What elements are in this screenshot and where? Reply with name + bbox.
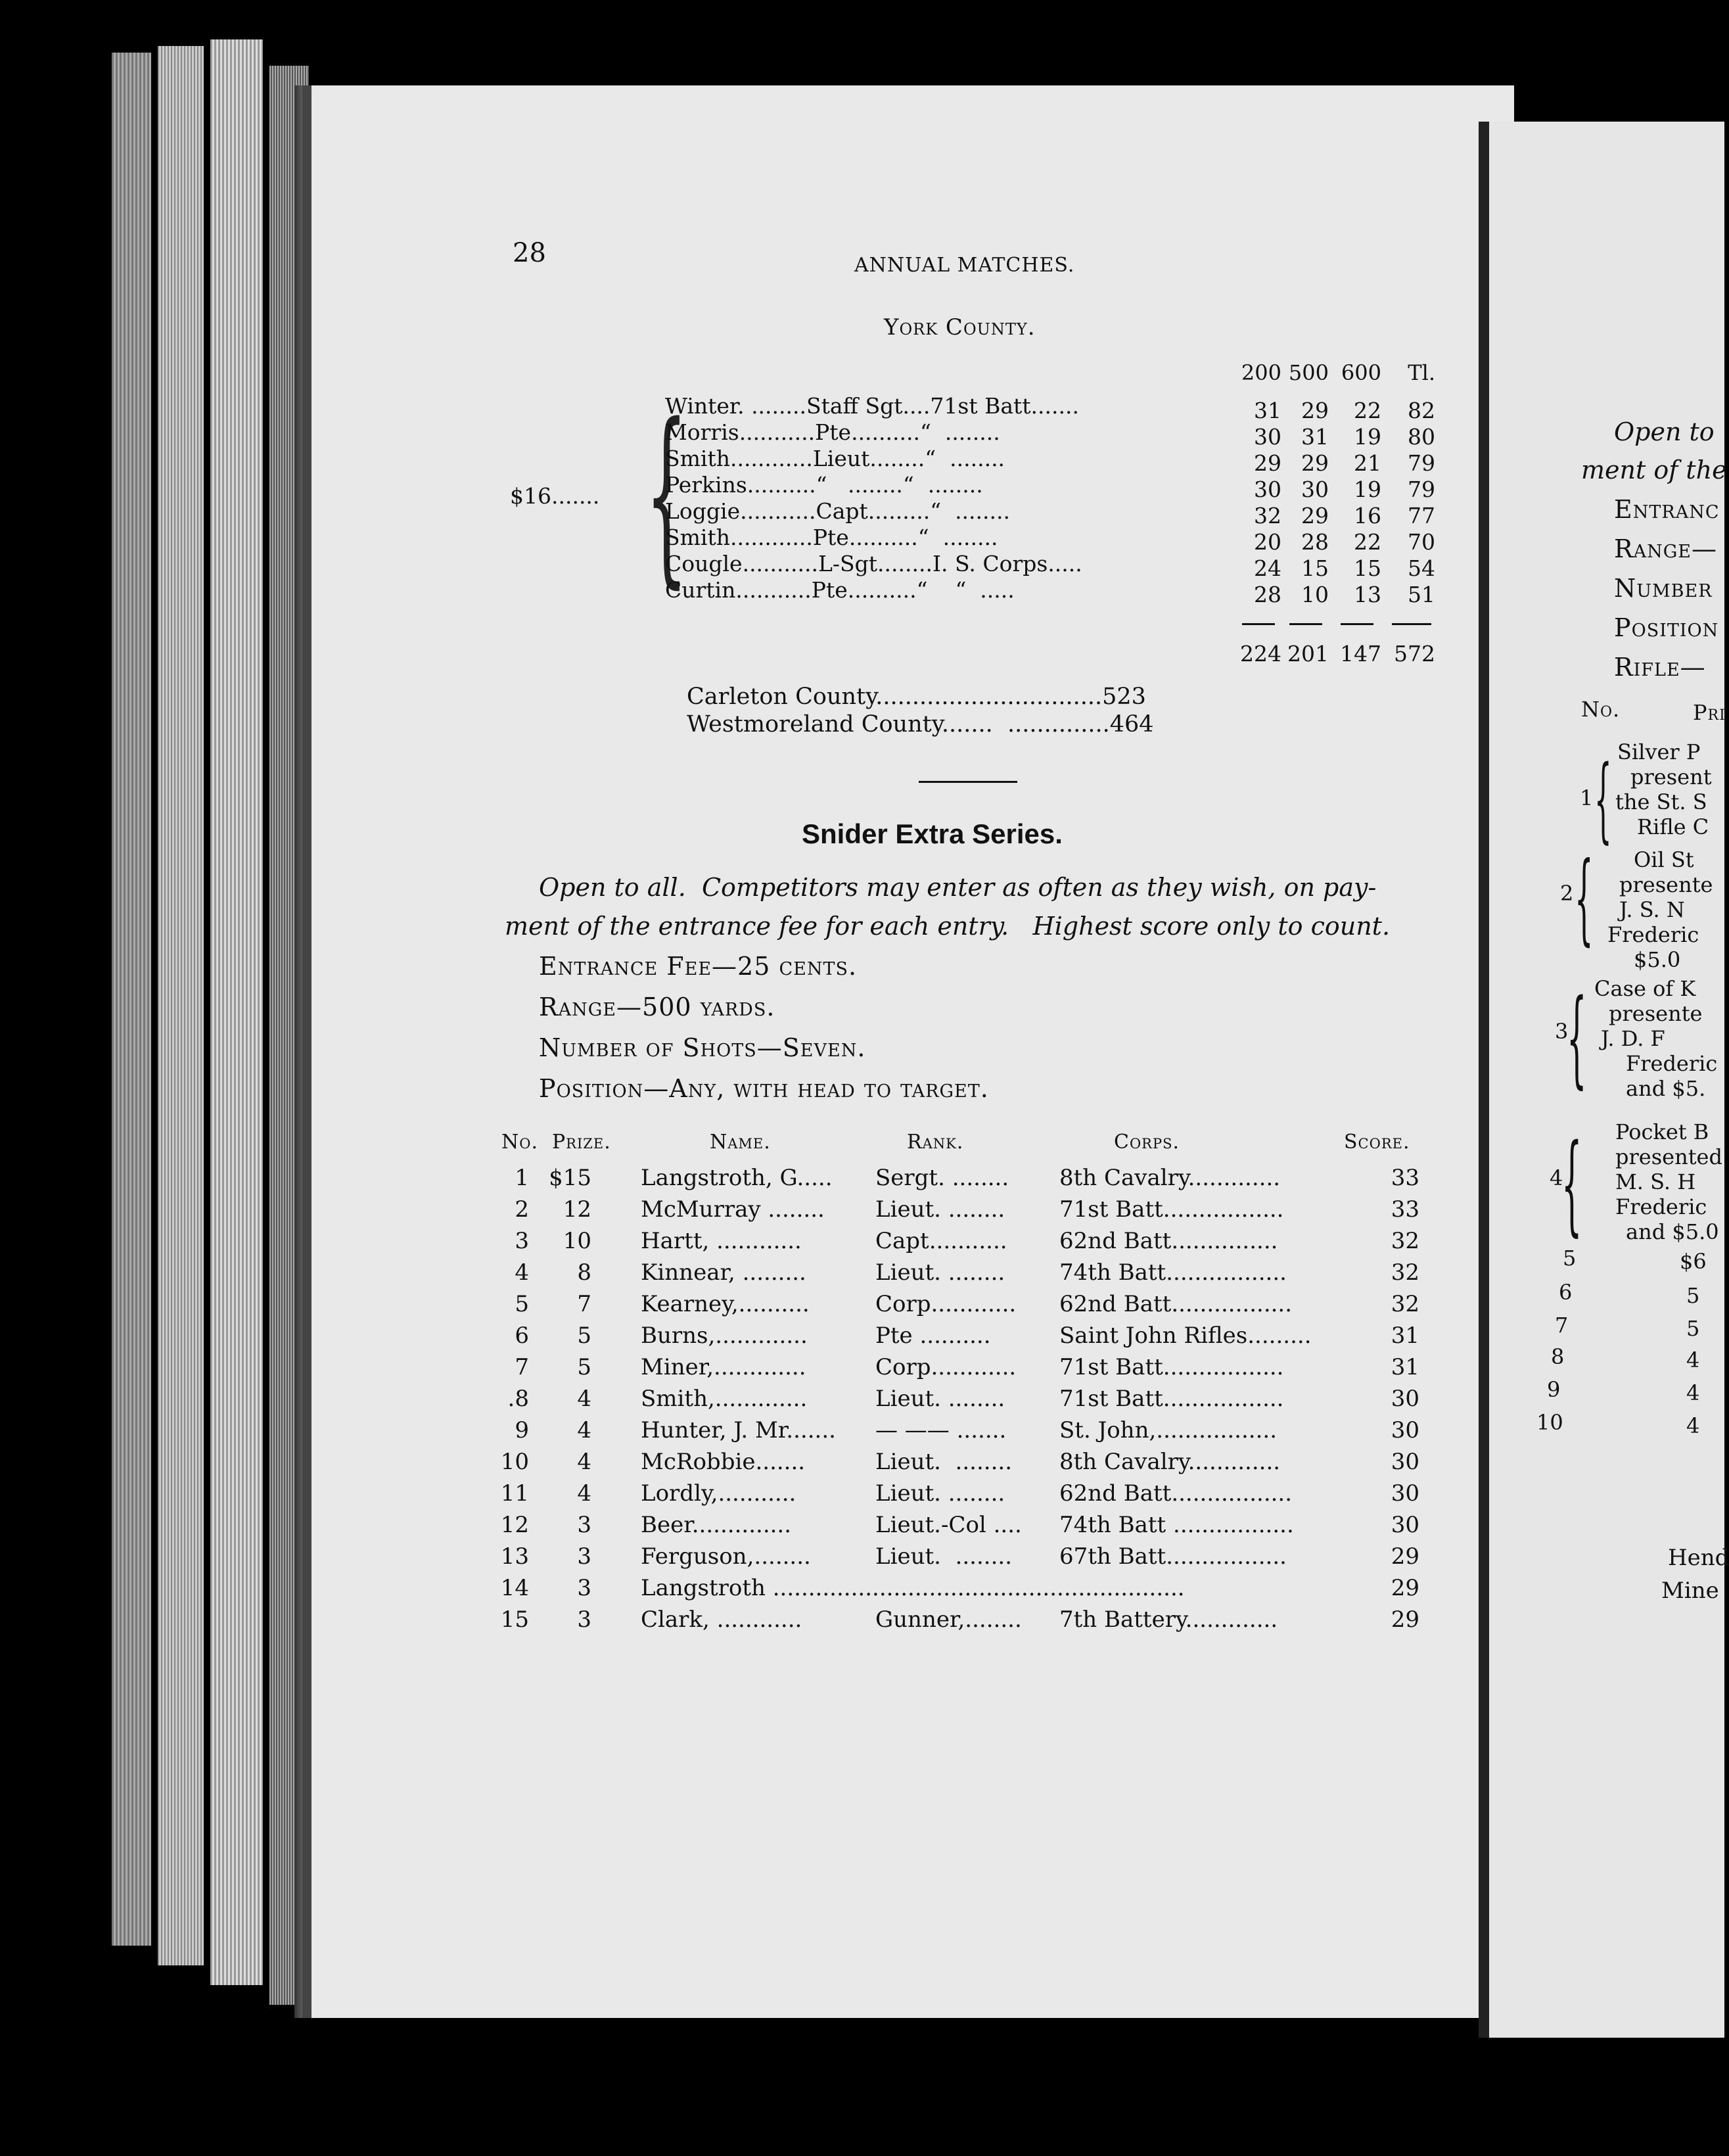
prize-item-no: 4 xyxy=(1550,1165,1563,1190)
row-score: 30 xyxy=(1391,1512,1419,1538)
prize-item-line: J. D. F xyxy=(1601,1026,1665,1051)
row-no: 12 xyxy=(500,1512,529,1538)
col-header-600: 600 xyxy=(1341,360,1381,385)
york-row-text: Winter. ........Staff Sgt....71st Batt....... xyxy=(665,393,1079,419)
row-prize: 4 xyxy=(577,1417,591,1443)
row-prize: 7 xyxy=(577,1291,591,1317)
total-overall: 572 xyxy=(1394,641,1435,667)
row-score: 30 xyxy=(1391,1480,1419,1507)
prize-item-line: present xyxy=(1630,764,1712,789)
row-no: 14 xyxy=(500,1575,529,1601)
row-prize: 3 xyxy=(577,1512,591,1538)
row-corps: 62nd Batt................. xyxy=(1059,1291,1293,1317)
prize-item-line: Pocket B xyxy=(1615,1119,1709,1144)
prize-item-no: 3 xyxy=(1555,1019,1569,1044)
right-row-prize: 4 xyxy=(1686,1413,1700,1438)
row-score: 32 xyxy=(1391,1259,1419,1286)
york-score: 20 xyxy=(1254,529,1281,555)
row-no: 11 xyxy=(500,1480,529,1507)
sum-rule xyxy=(1289,623,1322,625)
york-county-title: York County. xyxy=(884,314,1036,340)
position: Position—Any, with head to target. xyxy=(539,1074,989,1103)
row-name: Hartt, ............ xyxy=(641,1228,802,1254)
york-score: 30 xyxy=(1254,424,1281,450)
prize-item-line: M. S. H xyxy=(1615,1169,1696,1194)
right-condition: Position xyxy=(1614,613,1719,642)
row-score: 30 xyxy=(1391,1386,1419,1412)
row-no: 3 xyxy=(515,1228,529,1254)
row-no: 1 xyxy=(515,1165,529,1191)
york-score: 30 xyxy=(1301,477,1329,502)
york-score: 19 xyxy=(1354,424,1381,450)
row-score: 33 xyxy=(1391,1196,1419,1223)
row-no: 7 xyxy=(515,1354,529,1380)
brace: { xyxy=(645,384,688,605)
brace: { xyxy=(1561,1121,1582,1247)
york-total: 79 xyxy=(1408,450,1435,476)
york-total: 54 xyxy=(1408,555,1435,581)
right-condition: Rifle— xyxy=(1614,653,1706,682)
row-no: .8 xyxy=(507,1386,529,1412)
york-row-text: Morris...........Pte..........“ ........ xyxy=(665,419,1000,445)
row-corps: 67th Batt................. xyxy=(1059,1543,1287,1570)
row-rank: Sergt. ........ xyxy=(875,1165,1009,1191)
row-name: Miner,............. xyxy=(641,1354,806,1380)
row-score: 29 xyxy=(1391,1606,1419,1633)
header-score: Score. xyxy=(1344,1131,1410,1154)
other-county-score: Carleton County...............................523 xyxy=(687,684,1146,710)
york-score: 22 xyxy=(1354,529,1381,555)
col-header-500: 500 xyxy=(1288,360,1329,385)
row-corps: 71st Batt................. xyxy=(1059,1354,1284,1380)
row-score: 32 xyxy=(1391,1291,1419,1317)
york-score: 13 xyxy=(1354,582,1381,607)
row-name: Kinnear, ......... xyxy=(641,1259,806,1286)
total-500: 201 xyxy=(1287,641,1329,667)
york-score: 28 xyxy=(1254,582,1281,607)
prize-item-line: Case of K xyxy=(1594,976,1696,1001)
prize-item-line: $5.0 xyxy=(1634,947,1681,972)
right-condition: Entranc xyxy=(1614,495,1720,524)
row-corps: 71st Batt................. xyxy=(1059,1386,1284,1412)
sum-rule xyxy=(1341,623,1373,625)
prize-item-line: the St. S xyxy=(1615,789,1707,814)
right-row-prize: 5 xyxy=(1686,1316,1700,1341)
right-row-no: 5 xyxy=(1563,1246,1577,1271)
right-row-no: 10 xyxy=(1536,1410,1563,1435)
row-score: 32 xyxy=(1391,1228,1419,1254)
row-corps: 8th Cavalry............. xyxy=(1059,1165,1281,1191)
york-score: 21 xyxy=(1354,450,1381,476)
york-prize: $16....... xyxy=(510,483,600,509)
prize-item-line: Frederic xyxy=(1615,1194,1707,1219)
york-score: 31 xyxy=(1254,398,1281,423)
row-rank: Pte .......... xyxy=(875,1323,991,1349)
york-score: 16 xyxy=(1354,503,1381,528)
row-rank: Corp............ xyxy=(875,1354,1017,1380)
york-total: 51 xyxy=(1408,582,1435,607)
entrance-fee: Entrance Fee—25 cents. xyxy=(539,952,858,981)
prize-item-line: Frederic xyxy=(1607,922,1699,947)
york-score: 29 xyxy=(1301,503,1329,528)
header-rank: Rank. xyxy=(907,1131,964,1154)
york-score: 28 xyxy=(1301,529,1329,555)
right-row-no: 6 xyxy=(1559,1280,1573,1305)
prize-item-no: 2 xyxy=(1560,881,1574,906)
section-divider xyxy=(919,781,1017,783)
york-row-text: Smith............Lieut........“ ........ xyxy=(665,446,1005,471)
row-corps: 8th Cavalry............. xyxy=(1059,1449,1281,1475)
row-name: Langstroth .......................................................... xyxy=(641,1575,1185,1601)
prize-item-line: Oil St xyxy=(1634,847,1694,872)
row-name: Burns,............. xyxy=(641,1323,808,1349)
row-prize: 3 xyxy=(577,1543,591,1570)
york-score: 19 xyxy=(1354,477,1381,502)
row-no: 4 xyxy=(515,1259,529,1286)
york-total: 80 xyxy=(1408,424,1435,450)
york-score: 24 xyxy=(1254,555,1281,581)
sum-rule xyxy=(1242,623,1275,625)
prize-item-line: Rifle C xyxy=(1637,814,1709,839)
right-header-no: No. xyxy=(1581,697,1621,722)
right-page xyxy=(1479,122,1729,2038)
snider-title: Snider Extra Series. xyxy=(802,818,1063,849)
prize-item-line: and $5.0 xyxy=(1626,1219,1719,1244)
row-no: 9 xyxy=(515,1417,529,1443)
row-corps: 7th Battery............. xyxy=(1059,1606,1278,1633)
col-header-200: 200 xyxy=(1241,360,1281,385)
row-rank: Lieut. ........ xyxy=(875,1543,1013,1570)
header-name: Name. xyxy=(710,1131,771,1154)
prize-item-line: and $5. xyxy=(1626,1076,1706,1101)
right-intro-line: Open to xyxy=(1614,417,1715,446)
right-row-no: 9 xyxy=(1547,1377,1561,1402)
york-total: 79 xyxy=(1408,477,1435,502)
row-prize: 10 xyxy=(563,1228,591,1254)
right-name: Mine xyxy=(1661,1578,1719,1604)
header-corps: Corps. xyxy=(1114,1131,1180,1154)
total-200: 224 xyxy=(1240,641,1281,667)
prize-item-no: 1 xyxy=(1580,785,1594,810)
sum-rule xyxy=(1392,623,1431,625)
york-score: 15 xyxy=(1301,555,1329,581)
row-prize: 5 xyxy=(577,1354,591,1380)
row-prize: 8 xyxy=(577,1259,591,1286)
row-score: 29 xyxy=(1391,1575,1419,1601)
row-rank: Lieut. ........ xyxy=(875,1449,1013,1475)
york-score: 22 xyxy=(1354,398,1381,423)
brace: { xyxy=(1567,976,1587,1099)
york-score: 10 xyxy=(1301,582,1329,607)
brace: { xyxy=(1575,841,1594,956)
row-name: Clark, ............ xyxy=(641,1606,802,1633)
row-corps: 74th Batt ................. xyxy=(1059,1512,1294,1538)
right-header-prize: Pri xyxy=(1693,700,1726,725)
row-prize: 4 xyxy=(577,1449,591,1475)
row-corps: 62nd Batt............... xyxy=(1059,1228,1278,1254)
snider-intro-line: Open to all. Competitors may enter as often as they wish, on pay- xyxy=(539,873,1377,902)
york-score: 29 xyxy=(1301,398,1329,423)
row-no: 15 xyxy=(500,1606,529,1633)
york-score: 29 xyxy=(1254,450,1281,476)
row-name: Beer.............. xyxy=(641,1512,792,1538)
york-row-text: Perkins..........“ ........“ ........ xyxy=(665,472,983,498)
col-header-total: Tl. xyxy=(1408,360,1435,385)
row-name: Langstroth, G..... xyxy=(641,1165,833,1191)
row-prize: 5 xyxy=(577,1323,591,1349)
row-prize: $15 xyxy=(549,1165,591,1191)
right-name: Hend xyxy=(1668,1545,1729,1571)
row-name: McMurray ........ xyxy=(641,1196,825,1223)
row-rank: Corp............ xyxy=(875,1291,1017,1317)
york-row-text: Cougle...........L-Sgt........I. S. Corps..... xyxy=(665,551,1082,576)
row-score: 29 xyxy=(1391,1543,1419,1570)
brace: { xyxy=(1594,746,1612,853)
row-name: Lordly,........... xyxy=(641,1480,796,1507)
york-total: 77 xyxy=(1408,503,1435,528)
row-prize: 12 xyxy=(563,1196,591,1223)
row-name: Kearney,.......... xyxy=(641,1291,810,1317)
row-name: Hunter, J. Mr....... xyxy=(641,1417,836,1443)
page-number: 28 xyxy=(513,238,546,268)
running-title: ANNUAL MATCHES. xyxy=(854,254,1075,277)
row-rank: Lieut. ........ xyxy=(875,1196,1005,1223)
row-corps: 71st Batt................. xyxy=(1059,1196,1284,1223)
right-condition: Number xyxy=(1614,574,1713,603)
snider-intro-line: ment of the entrance fee for each entry. Highest score only to count. xyxy=(505,912,1391,941)
prize-item-line: presente xyxy=(1609,1001,1703,1026)
row-name: Ferguson,........ xyxy=(641,1543,811,1570)
right-row-no: 8 xyxy=(1551,1344,1565,1369)
row-rank: Lieut. ........ xyxy=(875,1386,1005,1412)
york-score: 30 xyxy=(1254,477,1281,502)
prize-item-line: J. S. N xyxy=(1619,897,1685,922)
york-row-text: Smith............Pte..........“ ........ xyxy=(665,525,998,550)
row-no: 10 xyxy=(500,1449,529,1475)
right-intro-line: ment of the xyxy=(1581,456,1727,484)
york-score: 15 xyxy=(1354,555,1381,581)
row-rank: Lieut. ........ xyxy=(875,1259,1005,1286)
row-no: 13 xyxy=(500,1543,529,1570)
prize-item-line: presented xyxy=(1615,1144,1722,1169)
right-row-prize: $6 xyxy=(1680,1249,1707,1274)
row-corps: 62nd Batt................. xyxy=(1059,1480,1293,1507)
row-name: Smith,............. xyxy=(641,1386,808,1412)
row-score: 30 xyxy=(1391,1417,1419,1443)
york-score: 29 xyxy=(1301,450,1329,476)
row-rank: Capt........... xyxy=(875,1228,1007,1254)
row-score: 30 xyxy=(1391,1449,1419,1475)
prize-item-line: Silver P xyxy=(1617,739,1701,764)
york-score: 31 xyxy=(1301,424,1329,450)
york-row-text: Curtin...........Pte..........“ “ ..... xyxy=(665,577,1015,603)
prize-item-line: Frederic xyxy=(1626,1051,1718,1076)
row-corps: St. John,................. xyxy=(1059,1417,1278,1443)
row-rank: — —— ....... xyxy=(875,1417,1007,1443)
header-no: No. xyxy=(501,1131,539,1154)
row-prize: 4 xyxy=(577,1480,591,1507)
row-score: 31 xyxy=(1391,1354,1419,1380)
right-row-prize: 4 xyxy=(1686,1380,1700,1405)
header-prize: Prize. xyxy=(552,1131,611,1154)
other-county-score: Westmoreland County....... ..............464 xyxy=(687,711,1154,738)
row-no: 6 xyxy=(515,1323,529,1349)
right-row-prize: 4 xyxy=(1686,1348,1700,1372)
row-score: 31 xyxy=(1391,1323,1419,1349)
prize-item-line: presente xyxy=(1619,872,1713,897)
total-600: 147 xyxy=(1340,641,1381,667)
row-corps: Saint John Rifles......... xyxy=(1059,1323,1312,1349)
row-no: 5 xyxy=(515,1291,529,1317)
row-score: 33 xyxy=(1391,1165,1419,1191)
range: Range—500 yards. xyxy=(539,993,775,1021)
row-rank: Lieut. ........ xyxy=(875,1480,1005,1507)
right-condition: Range— xyxy=(1614,534,1718,563)
row-no: 2 xyxy=(515,1196,529,1223)
right-row-no: 7 xyxy=(1555,1313,1569,1338)
row-rank: Gunner,........ xyxy=(875,1606,1022,1633)
row-prize: 3 xyxy=(577,1575,591,1601)
row-rank: Lieut.-Col .... xyxy=(875,1512,1022,1538)
york-score: 32 xyxy=(1254,503,1281,528)
row-name: McRobbie....... xyxy=(641,1449,806,1475)
number-of-shots: Number of Shots—Seven. xyxy=(539,1033,866,1062)
york-row-text: Loggie...........Capt.........“ ........ xyxy=(665,498,1010,524)
york-total: 82 xyxy=(1408,398,1435,423)
row-corps: 74th Batt................. xyxy=(1059,1259,1287,1286)
row-prize: 4 xyxy=(577,1386,591,1412)
york-total: 70 xyxy=(1408,529,1435,555)
right-row-prize: 5 xyxy=(1686,1283,1700,1308)
row-prize: 3 xyxy=(577,1606,591,1633)
